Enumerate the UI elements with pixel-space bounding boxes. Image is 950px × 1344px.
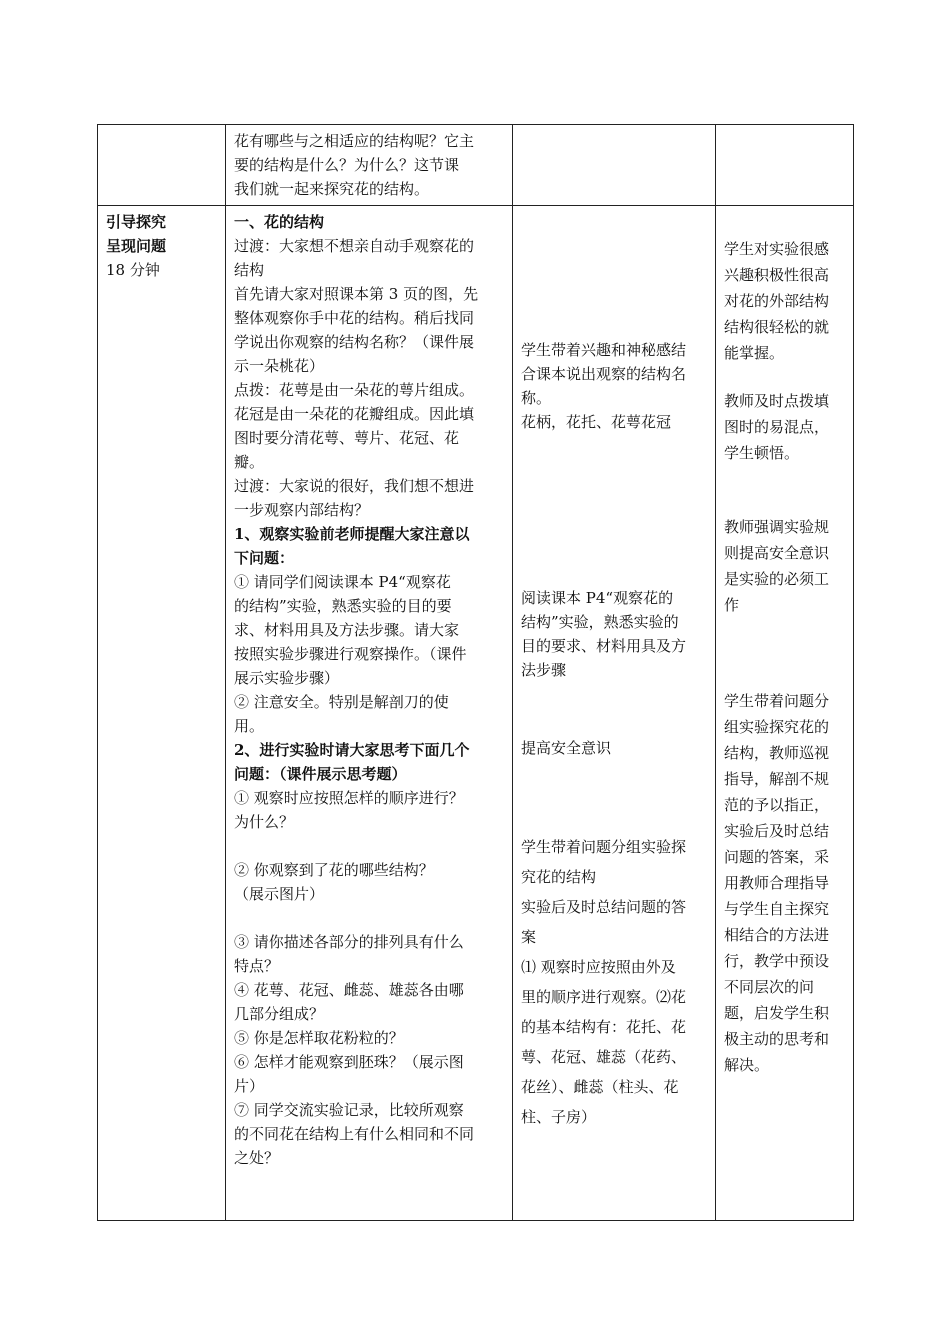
table-row [98, 206, 854, 1221]
text-line: 用。 [234, 717, 265, 735]
subheading: 下问题： [234, 549, 295, 567]
text-line: 结构很轻松的就 [724, 318, 830, 336]
stage-title: 呈现问题 [106, 237, 167, 255]
text-line: 求、材料用具及方法步骤。请大家 [234, 621, 460, 639]
text-line: 我们就一起来探究花的结构。 [234, 180, 430, 198]
text-line: 用教师合理指导 [724, 874, 830, 892]
question-line: 为什么？ [234, 813, 295, 831]
text-line: 兴趣积极性很高 [724, 266, 830, 284]
text-line: 结构，教师巡视 [724, 744, 830, 762]
text-line: 学说出你观察的结构名称？（课件展 [234, 333, 475, 351]
text-line: 里的顺序进行观察。⑵花 [521, 988, 687, 1006]
text-line: 的结构”实验，熟悉实验的目的要 [234, 597, 452, 615]
notes-cell [716, 125, 854, 206]
text-line: 首先请大家对照课本第 3 页的图，先 [234, 285, 479, 303]
text-line: 解决。 [724, 1056, 770, 1074]
text-line: 能掌握。 [724, 344, 785, 362]
note-2 [724, 388, 845, 466]
text-line: 图时的易混点， [724, 418, 830, 436]
text-line: 萼、花冠、雄蕊（花药、 [521, 1048, 687, 1066]
text-line: 学生顿悟。 [724, 444, 800, 462]
text-line: 实验后及时总结问题的答 [521, 898, 687, 916]
student-activity-4 [521, 832, 707, 1132]
subheading: 1、观察实验前老师提醒大家注意以 [234, 525, 470, 543]
text-line: 题，启发学生积 [724, 1004, 830, 1022]
text-line: 的基本结构有：花托、花 [521, 1018, 687, 1036]
text-line: 指导，解剖不规 [724, 770, 830, 788]
text-line: 目的要求、材料用具及方 [521, 637, 687, 655]
text-line: 学生带着问题分组实验探 [521, 838, 687, 856]
text-line: 组实验探究花的 [724, 718, 830, 736]
text-line: 结构 [234, 261, 265, 279]
text-line: 花有哪些与之相适应的结构呢？它主 [234, 132, 475, 150]
text-line: 点拨：花萼是由一朵花的萼片组成。 [234, 381, 475, 399]
text-line: 对花的外部结构 [724, 292, 830, 310]
text-line: 柱、子房） [521, 1108, 597, 1126]
text-line: 按照实验步骤进行观察操作。（课件 [234, 645, 467, 663]
text-line: 过渡：大家想不想亲自动手观察花的 [234, 237, 475, 255]
lesson-plan-table [97, 124, 854, 1221]
stage-cell [98, 125, 226, 206]
text-line: 展示实验步骤） [234, 669, 340, 687]
note-3 [724, 514, 845, 618]
text-line: 阅读课本 P4“观察花的 [521, 589, 674, 607]
text-line: 学生对实验很感 [724, 240, 830, 258]
text-line: 合课本说出观察的结构名 [521, 365, 687, 383]
text-line: 学生带着兴趣和神秘感结 [521, 341, 687, 359]
note-4 [724, 688, 845, 1078]
text-line: ⑴ 观察时应按照由外及 [521, 958, 676, 976]
student-activity-3 [521, 736, 707, 760]
student-cell [513, 206, 716, 1221]
text-line: 学生带着问题分 [724, 692, 830, 710]
text-line: 与学生自主探究 [724, 900, 830, 918]
note-1 [724, 236, 845, 366]
question-line: ⑤ 你是怎样取花粉粒的？ [234, 1029, 404, 1047]
text-line: 法步骤 [521, 661, 567, 679]
question-line: 几部分组成？ [234, 1005, 325, 1023]
text-line: 花丝）、雌蕊（柱头、花 [521, 1078, 679, 1096]
text-line: 不同层次的问 [724, 978, 815, 996]
stage-cell [98, 206, 226, 1221]
text-line: 瓣。 [234, 453, 265, 471]
subheading: 2、进行实验时请大家思考下面几个 [234, 741, 470, 759]
subheading: 问题：（课件展示思考题） [234, 765, 407, 783]
text-line: 范的予以指正， [724, 796, 830, 814]
text-line: 过渡：大家说的很好，我们想不想进 [234, 477, 475, 495]
text-line: 究花的结构 [521, 868, 597, 886]
text-line: 极主动的思考和 [724, 1030, 830, 1048]
text-line: 案 [521, 928, 537, 946]
question-line: 特点？ [234, 957, 280, 975]
text-line: 花冠是由一朵花的花瓣组成。因此填 [234, 405, 475, 423]
text-line: 提高安全意识 [521, 739, 612, 757]
text-line: 教师强调实验规 [724, 518, 830, 536]
question-line: ② 你观察到了花的哪些结构？ [234, 861, 434, 879]
table-row [98, 125, 854, 206]
notes-cell [716, 206, 854, 1221]
text-line: 教师及时点拨填 [724, 392, 830, 410]
text-line: 一步观察内部结构？ [234, 501, 370, 519]
text-line: 行，教学中预设 [724, 952, 830, 970]
question-line: ③ 请你描述各部分的排列具有什么 [234, 933, 464, 951]
question-line: ① 观察时应按照怎样的顺序进行？ [234, 789, 464, 807]
stage-duration: 18 分钟 [106, 261, 160, 279]
question-line: 之处？ [234, 1149, 280, 1167]
text-line: 要的结构是什么？为什么？这节课 [234, 156, 460, 174]
question-line: 的不同花在结构上有什么相同和不同 [234, 1125, 475, 1143]
text-line: 则提高安全意识 [724, 544, 830, 562]
question-line: 片） [234, 1077, 265, 1095]
question-line: ④ 花萼、花冠、雌蕊、雄蕊各由哪 [234, 981, 464, 999]
section-heading: 一、花的结构 [234, 213, 325, 231]
text-line: 是实验的必须工 [724, 570, 830, 588]
student-activity-1 [521, 338, 707, 434]
text-line: 整体观察你手中花的结构。稍后找同 [234, 309, 475, 327]
text-line: 问题的答案，采 [724, 848, 830, 866]
text-line: ① 请同学们阅读课本 P4“观察花 [234, 573, 451, 591]
question-line: ⑥ 怎样才能观察到胚珠？（展示图 [234, 1053, 464, 1071]
text-line: 示一朵桃花） [234, 357, 325, 375]
text-line: 实验后及时总结 [724, 822, 830, 840]
question-line: ⑦ 同学交流实验记录，比较所观察 [234, 1101, 464, 1119]
stage-title: 引导探究 [106, 213, 167, 231]
text-line: 结构”实验，熟悉实验的 [521, 613, 679, 631]
text-line: 花柄，花托、花萼花冠 [521, 413, 672, 431]
question-line: （展示图片） [234, 885, 325, 903]
text-line: 称。 [521, 389, 552, 407]
teacher-cell [226, 125, 513, 206]
text-line: 作 [724, 596, 740, 614]
text-line: ② 注意安全。特别是解剖刀的使 [234, 693, 449, 711]
text-line: 图时要分清花萼、萼片、花冠、花 [234, 429, 460, 447]
teacher-cell [226, 206, 513, 1221]
student-cell [513, 125, 716, 206]
text-line: 相结合的方法进 [724, 926, 830, 944]
student-activity-2 [521, 586, 707, 682]
